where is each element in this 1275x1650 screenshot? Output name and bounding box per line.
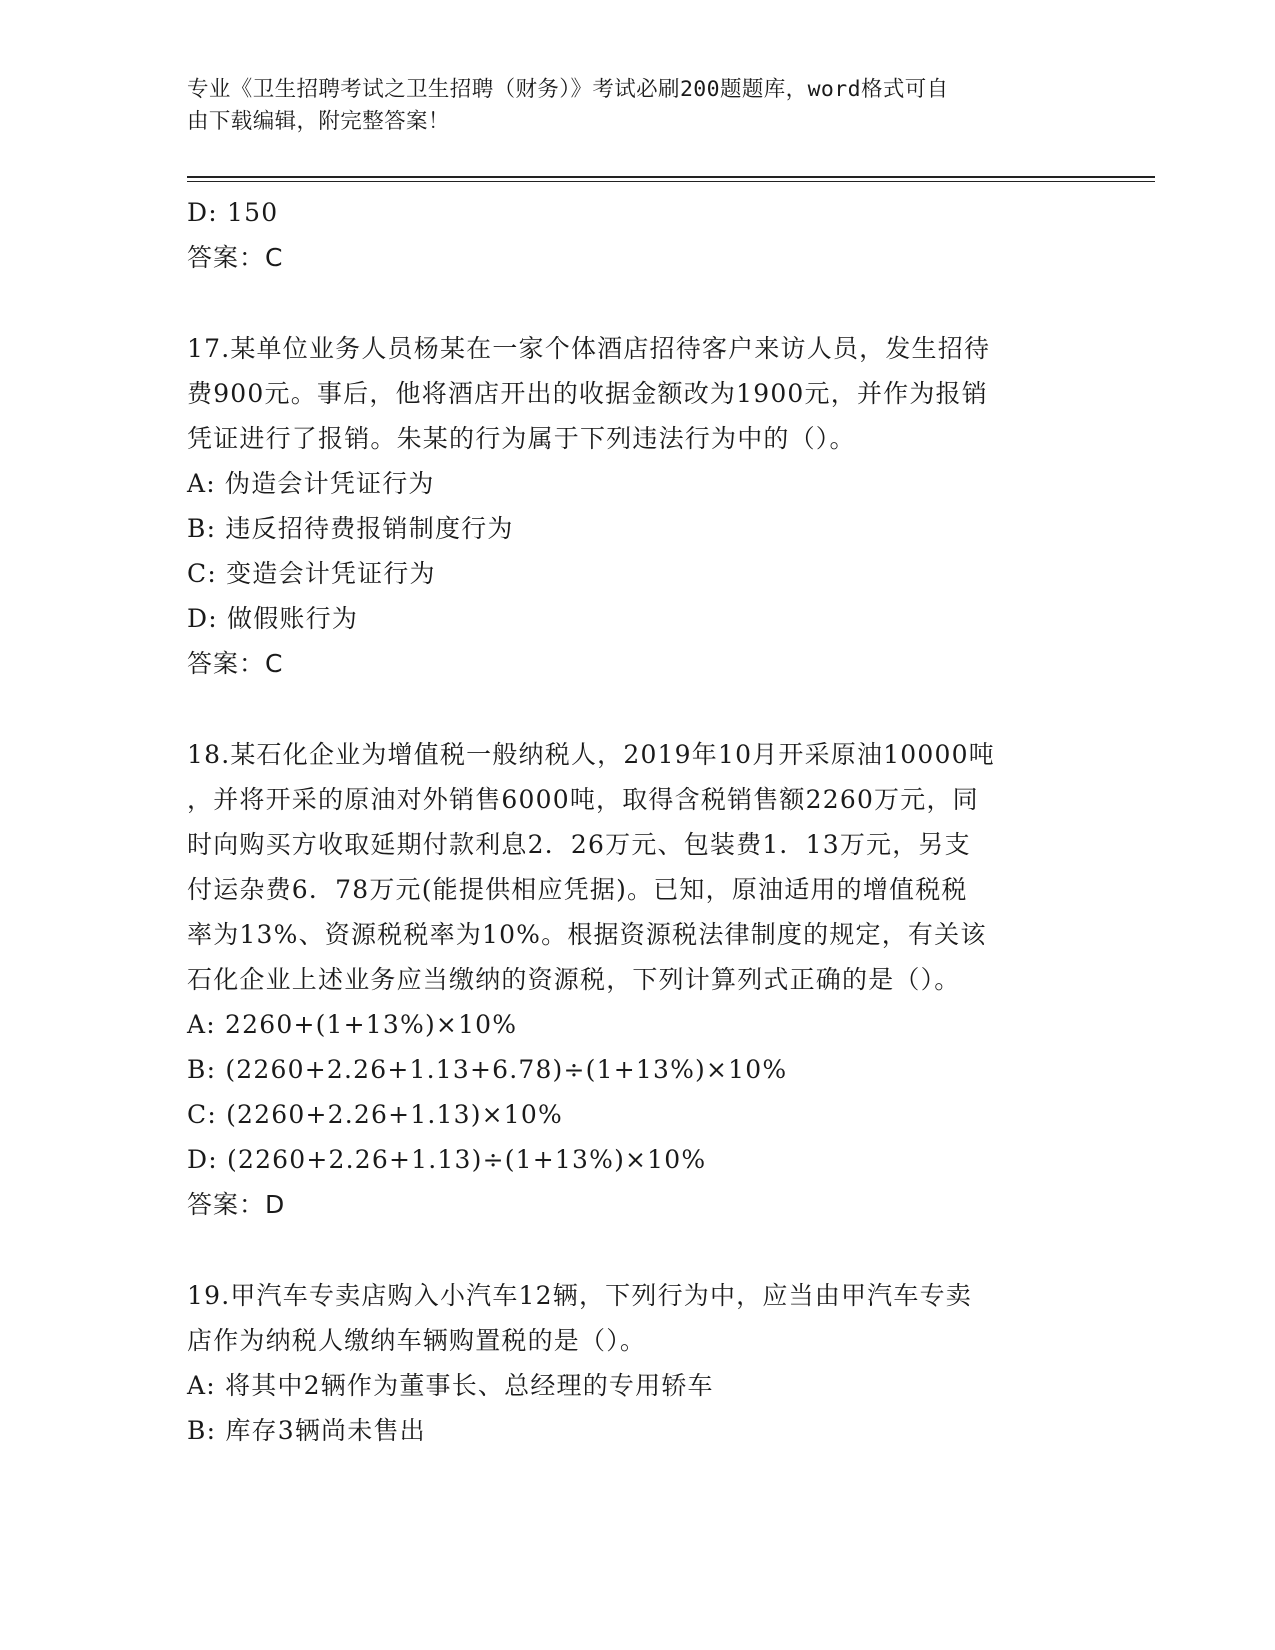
spacer [187, 1227, 1077, 1273]
question-text-line: ，并将开采的原油对外销售6000吨，取得含税销售额2260万元，同 [187, 785, 979, 814]
spacer [187, 686, 1077, 732]
question-19 [187, 1273, 1077, 1453]
question-text-line: 率为13%、资源税税率为10%。根据资源税法律制度的规定，有关该 [187, 920, 987, 949]
question-18 [187, 732, 1077, 1227]
option-b: B: 违反招待费报销制度行为 [187, 514, 514, 543]
answer-line: 答案：C [187, 649, 284, 678]
answer-line: 答案：C [187, 243, 284, 272]
option-c: C: (2260+2.26+1.13)×10% [187, 1100, 563, 1129]
option-a: A: 将其中2辆作为董事长、总经理的专用轿车 [187, 1371, 714, 1400]
answer-line: 答案：D [187, 1190, 286, 1219]
option-a: A: 伪造会计凭证行为 [187, 469, 435, 498]
option-a: A: 2260+(1+13%)×10% [187, 1010, 518, 1039]
header-line-1: 专业《卫生招聘考试之卫生招聘（财务）》考试必刷200题题库，word格式可自 [187, 77, 949, 102]
question-text-line: 石化企业上述业务应当缴纳的资源税，下列计算列式正确的是（）。 [187, 965, 961, 994]
option-d: D: 做假账行为 [187, 604, 359, 633]
question-text-line: 18.某石化企业为增值税一般纳税人，2019年10月开采原油10000吨 [187, 740, 995, 769]
header-divider-thin [187, 181, 1155, 182]
header-divider [187, 176, 1155, 178]
question-text-line: 付运杂费6．78万元(能提供相应凭据)。已知，原油适用的增值税税 [187, 875, 968, 904]
option-d: D: (2260+2.26+1.13)÷(1+13%)×10% [187, 1145, 707, 1174]
question-text-line: 时向购买方收取延期付款利息2．26万元、包装费1．13万元，另支 [187, 830, 971, 859]
option-b: B: 库存3辆尚未售出 [187, 1416, 426, 1445]
question-text-line: 凭证进行了报销。朱某的行为属于下列违法行为中的（）。 [187, 424, 856, 453]
question-text-line: 店作为纳税人缴纳车辆购置税的是（）。 [187, 1326, 647, 1355]
question-text-line: 17.某单位业务人员杨某在一家个体酒店招待客户来访人员，发生招待 [187, 334, 991, 363]
header-line-2: 由下载编辑，附完整答案！ [187, 109, 450, 134]
question-text-line: 费900元。事后，他将酒店开出的收据金额改为1900元，并作为报销 [187, 379, 988, 408]
document-body [187, 190, 1077, 1453]
question-17 [187, 326, 1077, 686]
spacer [187, 280, 1077, 326]
document-header [187, 74, 1067, 138]
question-text-line: 19.甲汽车专卖店购入小汽车12辆，下列行为中，应当由甲汽车专卖 [187, 1281, 972, 1310]
option-b: B: (2260+2.26+1.13+6.78)÷(1+13%)×10% [187, 1055, 788, 1084]
option-c: C: 变造会计凭证行为 [187, 559, 436, 588]
question-16-tail [187, 190, 1077, 280]
option-d: D: 150 [187, 198, 279, 227]
